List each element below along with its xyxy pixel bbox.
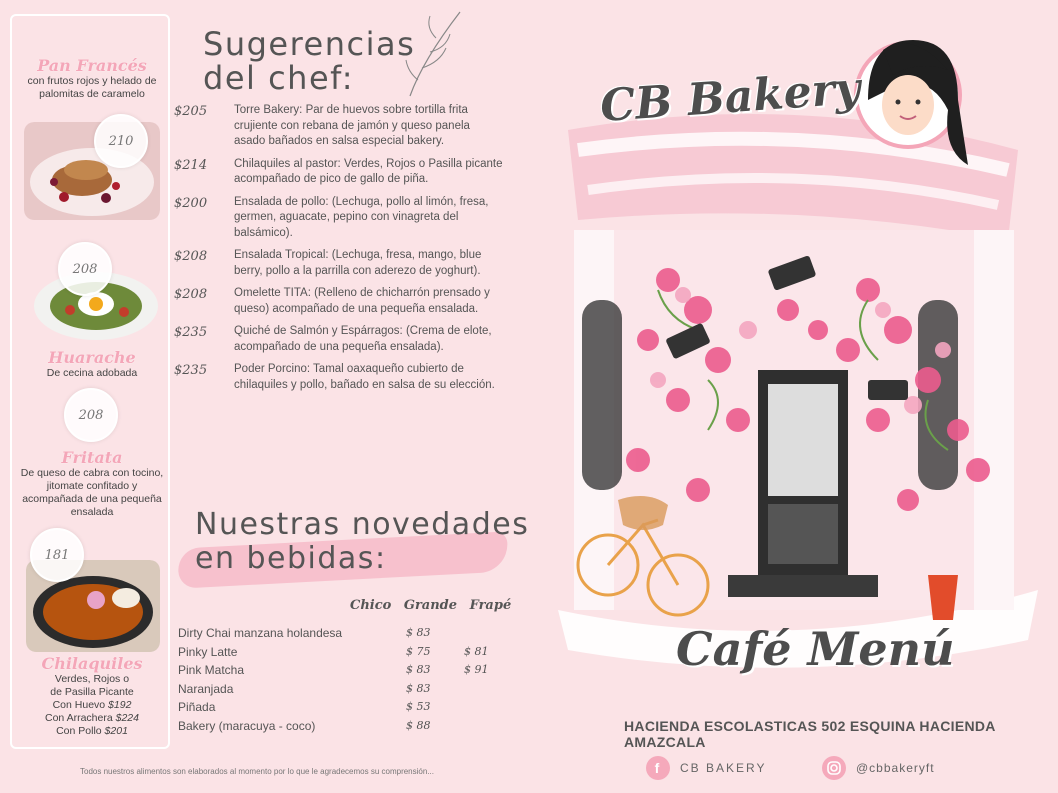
address: HACIENDA ESCOLASTICAS 502 ESQUINA HACIENDA AMAZCALA (624, 718, 996, 750)
facebook-icon: f (646, 756, 670, 780)
instagram-handle: @cbbakeryft (856, 761, 935, 775)
facebook-link[interactable] (646, 756, 766, 780)
fritata-title: Fritata (61, 448, 123, 467)
chilaquiles-arrachera: Con Arrachera $224 (45, 712, 139, 724)
huarache-block (17, 348, 167, 380)
fritata-price: 208 (64, 388, 118, 442)
menu-title: Café Menú (676, 622, 955, 676)
table-row: Pinky Latte $ 75 $ 81 (178, 644, 489, 659)
list-item: $205 Torre Bakery: Par de huevos sobre tortilla frita crujiente con rebana de jamón y queso panela asado bañados en salsa especial bakery. (174, 104, 470, 147)
table-row: Naranjada $ 83 (178, 681, 431, 696)
huarache-price: 208 (58, 242, 112, 296)
facebook-handle: CB BAKERY (680, 761, 767, 775)
list-item: $214 Chilaquiles al pastor: Verdes, Rojos o Pasilla picante acompañado de pico de gallo de piña. (174, 157, 503, 185)
huarache-title: Huarache (48, 348, 136, 367)
list-item: $235 Poder Porcino: Tamal oaxaqueño cubierto de chilaquiles y pollo, bañado en salsa de su elección. (174, 363, 495, 391)
chilaquiles-price: 181 (30, 528, 84, 582)
list-item: $208 Ensalada Tropical: (Lechuga, fresa, mango, blue berry, pollo a la parrilla con aderezo de yoghurt). (174, 249, 482, 277)
brand-logo-text: CB Bakery (598, 62, 862, 133)
list-item: $200 Ensalada de pollo: (Lechuga, pollo al limón, fresa, germen, aguacate, pepino con vinagreta del balsámico). (174, 195, 489, 239)
chilaquiles-pollo: Con Pollo $201 (56, 725, 128, 737)
pan-frances-block (17, 56, 167, 101)
pan-frances-price: 210 (94, 114, 148, 168)
chilaquiles-line-1: Verdes, Rojos o (54, 673, 130, 685)
list-item: $208 Omelette TITA: (Relleno de chicharrón prensado y queso) acompañado de una pequeña ensalada. (174, 287, 490, 315)
table-row: Pink Matcha $ 83 $ 91 (178, 663, 489, 678)
table-row: Piñada $ 53 (178, 700, 431, 715)
chilaquiles-block (17, 654, 167, 738)
chilaquiles-title: Chilaquiles (41, 654, 143, 673)
fritata-block (17, 448, 167, 519)
suggestions-title: Sugerencias del chef: (203, 25, 416, 97)
chilaquiles-line-2: de Pasilla Picante (50, 686, 134, 698)
table-row: Bakery (maracuya - coco) $ 88 (178, 718, 431, 733)
pan-frances-title: Pan Francés (37, 56, 147, 75)
drinks-list (178, 626, 508, 738)
table-row: Dirty Chai manzana holandesa $ 83 (178, 626, 431, 640)
fritata-desc: De queso de cabra con tocino, jitomate confitado y acompañada de una pequeña ensalada (20, 467, 164, 518)
drinks-size-headers: Chico Grande Frapé (350, 598, 512, 613)
footnote: Todos nuestros alimentos son elaborados al momento por lo que le agradecemos su comprensión... (80, 767, 434, 776)
pan-frances-desc: con frutos rojos y helado de palomitas de caramelo (27, 75, 157, 100)
drinks-title: Nuestras novedades en bebidas: (195, 507, 530, 576)
instagram-link[interactable] (822, 756, 935, 780)
instagram-icon (822, 756, 846, 780)
suggestions-list (174, 103, 514, 400)
huarache-desc: De cecina adobada (46, 367, 138, 379)
specials-sidebar (10, 14, 170, 749)
list-item: $235 Quiché de Salmón y Espárragos: (Crema de elote, acompañado de una pequeña ensalada). (174, 325, 492, 353)
chilaquiles-huevo: Con Huevo $192 (52, 699, 132, 711)
